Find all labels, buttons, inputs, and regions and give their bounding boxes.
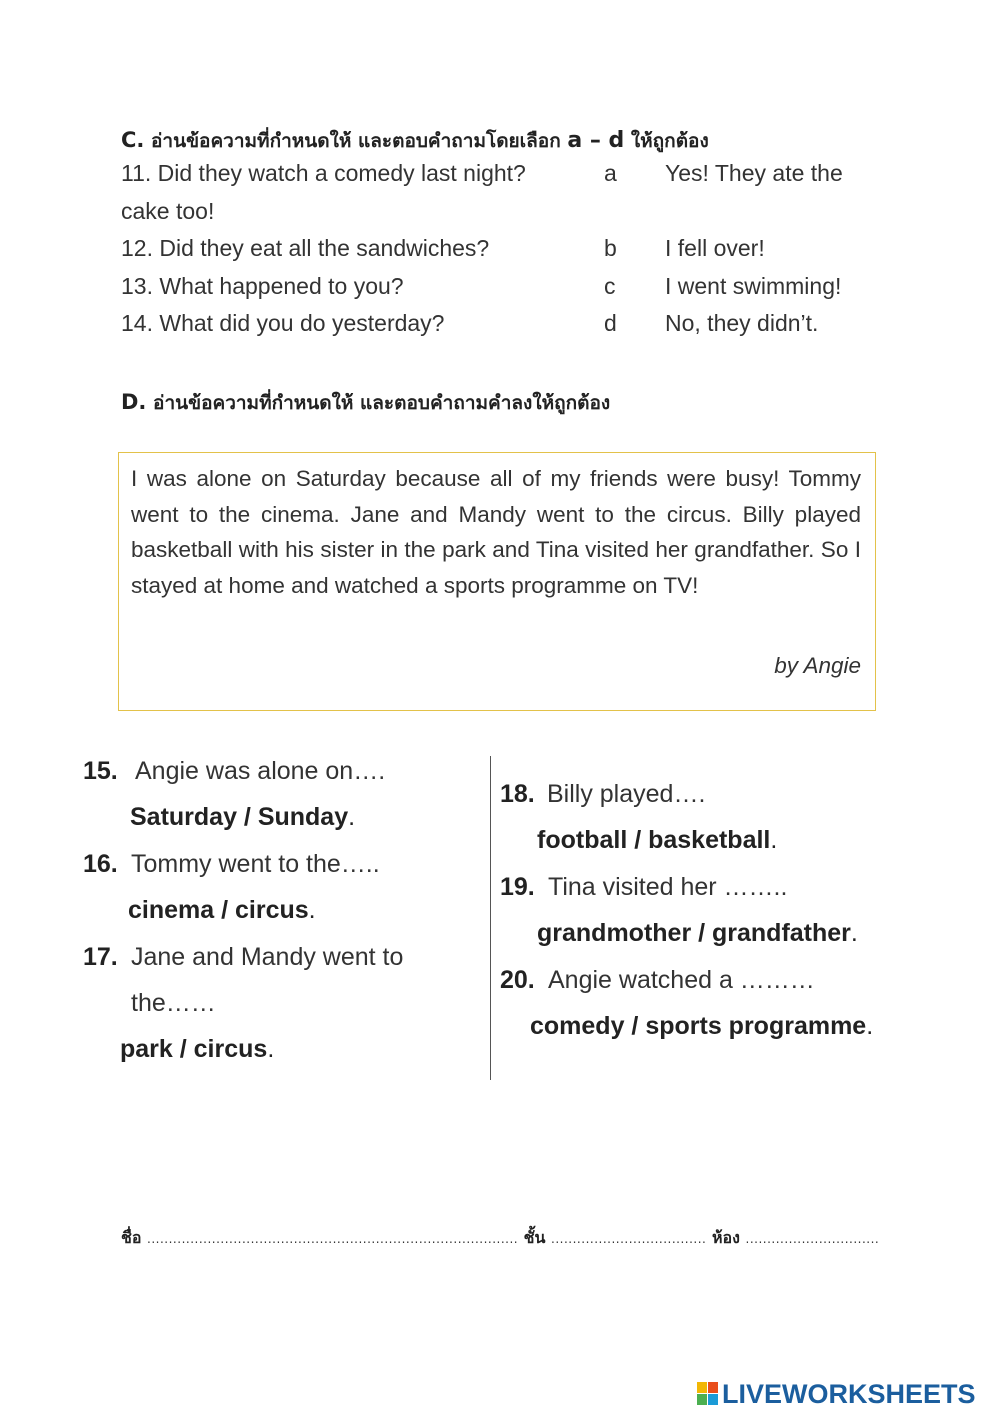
period: . <box>267 1035 275 1063</box>
question-17-number: 17. <box>83 943 118 971</box>
liveworksheets-logo-icon <box>697 1382 719 1406</box>
option-letter-b: b <box>604 235 617 261</box>
liveworksheets-logo <box>697 1376 976 1412</box>
answer-a-continuation: cake too! <box>121 198 215 224</box>
question-19-text: Tina visited her …….. <box>548 873 788 901</box>
liveworksheets-logo-text: LIVEWORKSHEETS <box>722 1378 976 1409</box>
question-19-number: 19. <box>500 873 535 901</box>
period: . <box>850 919 858 947</box>
question-17-text: Jane and Mandy went to <box>131 943 404 971</box>
question-15-options[interactable] <box>130 803 355 832</box>
question-20-number: 20. <box>500 966 535 994</box>
passage-box <box>118 452 876 711</box>
question-16-options-text: cinema / circus <box>128 896 309 924</box>
answer-a: Yes! They ate the <box>665 160 843 186</box>
section-c-heading <box>121 126 709 156</box>
question-16-options[interactable] <box>128 896 316 925</box>
class-field[interactable]: .................................... <box>551 1232 707 1246</box>
question-16-number: 16. <box>83 850 118 878</box>
name-field[interactable]: ...................................................................................... <box>147 1232 519 1246</box>
section-d-heading <box>121 388 610 418</box>
section-d-letter: D. <box>121 390 147 414</box>
student-info-line <box>121 1226 879 1251</box>
section-c-instruction: อ่านข้อความที่กำหนดให้ และตอบคำถามโดยเลือก <box>144 130 568 152</box>
answer-c: I went swimming! <box>665 273 842 299</box>
answer-b: I fell over! <box>665 235 765 261</box>
column-divider <box>490 756 491 1080</box>
question-19-options[interactable] <box>537 919 858 948</box>
question-20-text: Angie watched a ……… <box>548 966 815 994</box>
period: . <box>308 896 316 924</box>
question-15-text: Angie was alone on…. <box>135 757 386 785</box>
option-letter-c: c <box>604 273 616 299</box>
section-c-letter: C. <box>121 128 145 152</box>
passage-author: by Angie <box>774 653 861 678</box>
question-19-options-text: grandmother / grandfather <box>537 919 851 947</box>
question-18-options[interactable] <box>537 826 777 855</box>
question-12: 12. Did they eat all the sandwiches? <box>121 235 490 261</box>
section-d-instruction: อ่านข้อความที่กำหนดให้ และตอบคำถามคำลงให้ถูกต้อง <box>146 392 611 414</box>
question-16-text: Tommy went to the….. <box>131 850 380 878</box>
question-18-text: Billy played…. <box>547 780 706 808</box>
section-c-range: a – d <box>567 128 625 153</box>
answer-d: No, they didn’t. <box>665 310 819 336</box>
period: . <box>866 1012 874 1040</box>
question-14: 14. What did you do yesterday? <box>121 310 445 336</box>
question-20-options-text: comedy / sports programme <box>530 1012 867 1040</box>
room-field[interactable]: ............................... <box>745 1232 880 1246</box>
period: . <box>770 826 778 854</box>
question-20-options[interactable] <box>530 1012 873 1041</box>
question-17-options[interactable] <box>120 1035 274 1064</box>
period: . <box>348 803 356 831</box>
section-c-instruction-end: ให้ถูกต้อง <box>624 130 709 152</box>
question-13: 13. What happened to you? <box>121 273 404 299</box>
question-15-number: 15. <box>83 757 118 785</box>
question-15-options-text: Saturday / Sunday <box>130 803 349 831</box>
option-letter-d: d <box>604 310 617 336</box>
question-18-options-text: football / basketball <box>537 826 771 854</box>
option-letter-a: a <box>604 160 617 186</box>
question-17-text-continued: the…… <box>131 989 216 1017</box>
room-label: ห้อง <box>711 1228 740 1247</box>
passage-text: I was alone on Saturday because all of my friends were busy! Tommy went to the cinema. Jane and Mandy went to the circus. Billy played basketball with his sister in the park and Tina visited her grandfather. So I stayed at home and watched a sports programme on TV! <box>131 466 861 598</box>
question-17-options-text: park / circus <box>120 1035 268 1063</box>
question-11: 11. Did they watch a comedy last night? <box>121 160 526 186</box>
name-label: ชื่อ <box>121 1228 142 1247</box>
question-18-number: 18. <box>500 780 535 808</box>
class-label: ชั้น <box>523 1228 546 1247</box>
